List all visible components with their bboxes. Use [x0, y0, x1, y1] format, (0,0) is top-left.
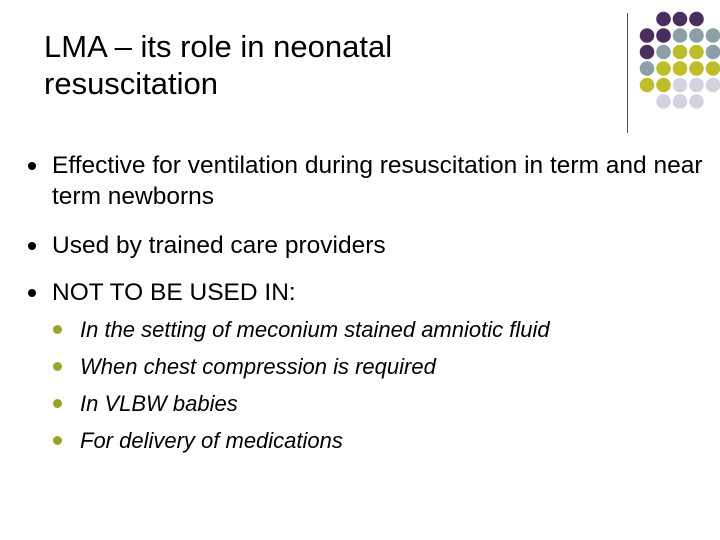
decorative-dot	[673, 12, 688, 27]
decorative-dot	[656, 12, 671, 27]
bullet-text: NOT TO BE USED IN:	[52, 279, 296, 306]
sub-bullet-text: For delivery of medications	[80, 428, 343, 453]
bullet-item	[28, 277, 708, 459]
decorative-dot	[656, 61, 671, 76]
sub-bullet-text: When chest compression is required	[80, 354, 436, 379]
sub-bullet-dot-icon	[53, 325, 62, 334]
decorative-dot	[689, 12, 704, 27]
decorative-dot	[640, 61, 655, 76]
decorative-dot	[673, 78, 688, 93]
decorative-dot	[673, 94, 688, 109]
decorative-dot	[706, 28, 720, 43]
decorative-dot	[640, 78, 655, 93]
bullet-item	[28, 150, 708, 212]
decorative-dot	[656, 28, 671, 43]
sub-bullet-text: In VLBW babies	[80, 391, 238, 416]
sub-bullet-item	[52, 385, 708, 422]
decorative-dot	[673, 61, 688, 76]
bullet-dot-icon	[28, 289, 36, 297]
decorative-dot	[656, 78, 671, 93]
decorative-dot	[640, 28, 655, 43]
decorative-dot	[689, 61, 704, 76]
bullet-item	[28, 230, 708, 261]
sub-bullet-item	[52, 348, 708, 385]
decorative-dot	[673, 45, 688, 60]
decorative-dot	[656, 45, 671, 60]
sub-bullet-item	[52, 311, 708, 348]
decorative-dot	[706, 78, 720, 93]
decorative-dot	[689, 45, 704, 60]
sub-bullet-list	[52, 311, 708, 459]
decorative-dot	[706, 61, 720, 76]
bullet-text: Effective for ventilation during resuscitation in term and near term newborns	[52, 152, 703, 210]
decorative-dot	[673, 28, 688, 43]
sub-bullet-dot-icon	[53, 436, 62, 445]
bullet-text: Used by trained care providers	[52, 232, 386, 259]
decorative-dot	[640, 45, 655, 60]
sub-bullet-item	[52, 422, 708, 459]
decorative-dot	[706, 45, 720, 60]
decorative-dot	[689, 78, 704, 93]
slide-title: LMA – its role in neonatal resuscitation	[44, 29, 393, 101]
decorative-divider-line	[627, 13, 628, 133]
bullet-dot-icon	[28, 242, 36, 250]
sub-bullet-dot-icon	[53, 362, 62, 371]
decorative-dot-grid	[0, 0, 720, 140]
sub-bullet-dot-icon	[53, 399, 62, 408]
sub-bullet-text: In the setting of meconium stained amniotic fluid	[80, 317, 550, 342]
bullet-list	[28, 150, 708, 459]
bullet-dot-icon	[28, 162, 36, 170]
decorative-dot	[689, 94, 704, 109]
decorative-dot	[689, 28, 704, 43]
decorative-dot	[656, 94, 671, 109]
